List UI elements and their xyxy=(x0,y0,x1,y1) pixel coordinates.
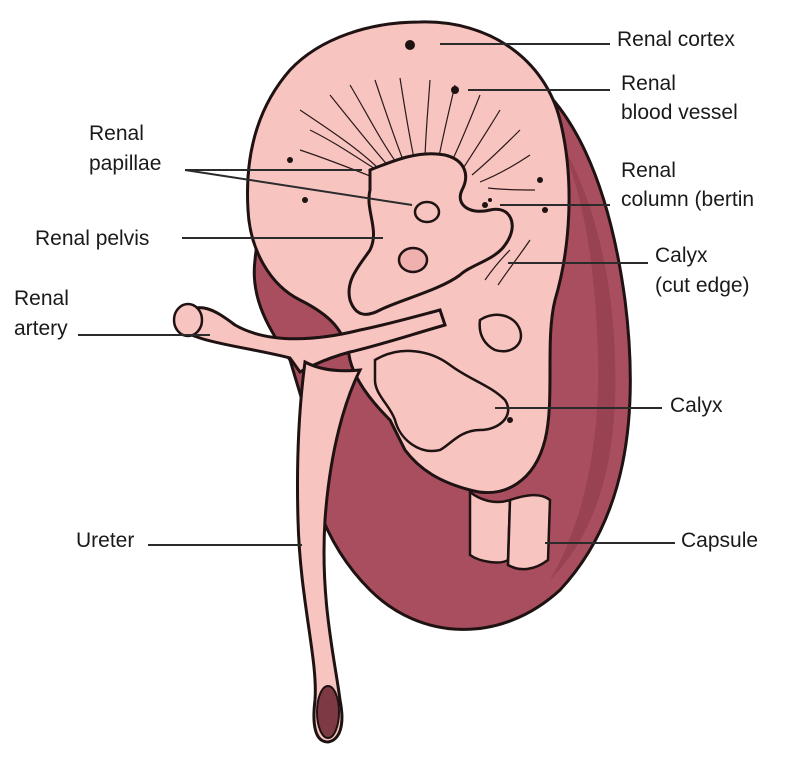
label-renal-cortex: Renal cortex xyxy=(617,28,735,51)
label-renal-artery-2: artery xyxy=(14,317,68,340)
label-renal-column-2: column (bertin xyxy=(621,188,755,211)
label-calyx: Calyx xyxy=(670,394,723,417)
label-calyx-cut-edge-1: Calyx xyxy=(655,244,708,267)
label-renal-papillae-1: Renal xyxy=(89,122,144,145)
label-renal-column-1: Renal xyxy=(621,159,676,182)
label-renal-blood-vessel-1: Renal xyxy=(621,72,676,95)
renal-artery-opening xyxy=(174,304,202,336)
label-renal-papillae-2: papillae xyxy=(89,152,162,175)
label-renal-blood-vessel-2: blood vessel xyxy=(621,101,738,124)
pelvis-opening xyxy=(399,248,427,272)
label-renal-artery-1: Renal xyxy=(14,287,69,310)
capsule-shape xyxy=(470,492,510,562)
label-capsule: Capsule xyxy=(681,529,759,552)
label-ureter: Ureter xyxy=(76,529,135,552)
ureter-opening xyxy=(317,686,339,738)
capsule-edge xyxy=(508,495,550,569)
label-renal-pelvis: Renal pelvis xyxy=(35,227,150,250)
label-calyx-cut-edge-2: (cut edge) xyxy=(655,274,750,297)
